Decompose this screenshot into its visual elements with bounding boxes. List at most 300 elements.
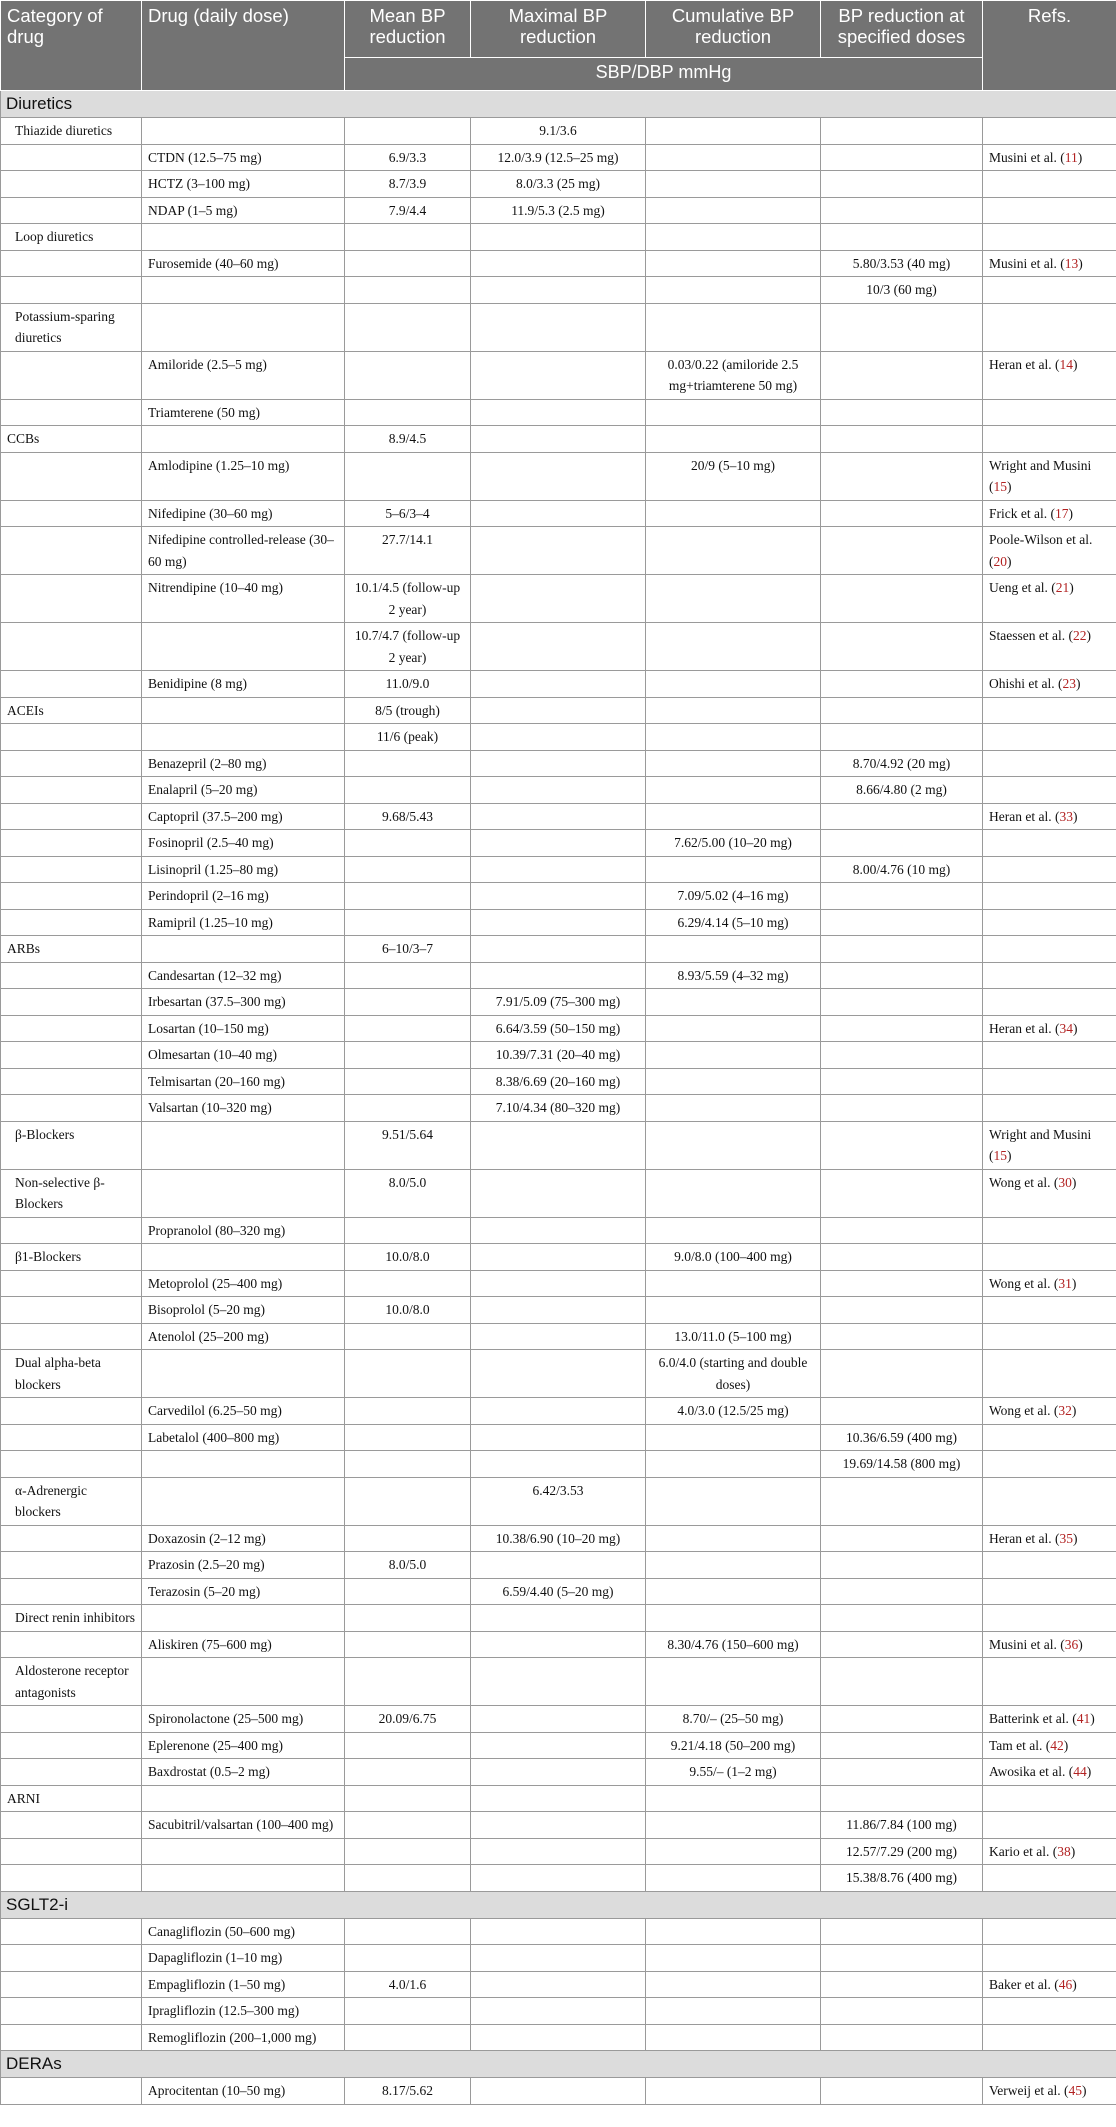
refs-cell [983, 1042, 1116, 1069]
refs-cell [983, 1838, 1116, 1865]
cumulative-cell [646, 1971, 821, 1998]
maximal-cell [471, 1297, 646, 1324]
category-cell [1, 1631, 142, 1658]
drug-cell: Dapagliflozin (1–10 mg) [142, 1945, 345, 1972]
mean-cell: 8/5 (trough) [345, 697, 471, 724]
cumulative-cell [646, 1095, 821, 1122]
specified-cell [821, 1270, 983, 1297]
ref-number-link[interactable]: 44 [1073, 1764, 1087, 1779]
cumulative-cell [646, 1552, 821, 1579]
refs-cell [983, 500, 1116, 527]
ref-number-link[interactable]: 38 [1057, 1843, 1071, 1859]
ref-number-link[interactable]: 13 [1064, 255, 1079, 271]
ref-text: Wong et al. ( [989, 1275, 1059, 1291]
category-cell [1, 575, 142, 623]
cumulative-cell [646, 277, 821, 304]
ref-number-link[interactable]: 20 [993, 553, 1007, 569]
mean-cell [345, 750, 471, 777]
category-cell [1, 856, 142, 883]
table-row [1, 1323, 1116, 1350]
cumulative-cell: 20/9 (5–10 mg) [646, 452, 821, 500]
drug-cell: Sacubitril/valsartan (100–400 mg) [142, 1812, 345, 1839]
refs-cell [983, 803, 1116, 830]
refs-cell [983, 1865, 1116, 1892]
cumulative-cell [646, 399, 821, 426]
specified-cell [821, 671, 983, 698]
cumulative-cell [646, 1217, 821, 1244]
mean-cell: 11.0/9.0 [345, 671, 471, 698]
category-cell [1, 250, 142, 277]
table-row [1, 1658, 1116, 1706]
ref-text: Wright and Musini ( [989, 1126, 1092, 1163]
category-cell [1, 144, 142, 171]
refs-cell [983, 1732, 1116, 1759]
specified-cell: 5.80/3.53 (40 mg) [821, 250, 983, 277]
ref-number-link[interactable]: 36 [1064, 1636, 1079, 1652]
drug-cell: Ipragliflozin (12.5–300 mg) [142, 1998, 345, 2025]
category-cell [1, 1297, 142, 1324]
category-cell [1, 1217, 142, 1244]
mean-cell [345, 1658, 471, 1706]
drug-cell: Nifedipine controlled-release (30–60 mg) [142, 527, 345, 575]
table-row [1, 697, 1116, 724]
header-drug: Drug (daily dose) [142, 1, 345, 91]
table-row [1, 144, 1116, 171]
maximal-cell [471, 1998, 646, 2025]
ref-close: ) [1071, 1174, 1077, 1190]
cumulative-cell [646, 1270, 821, 1297]
specified-cell [821, 144, 983, 171]
cumulative-cell [646, 1838, 821, 1865]
table-row [1, 527, 1116, 575]
mean-cell [345, 351, 471, 399]
refs-cell [983, 303, 1116, 351]
category-cell [1, 1706, 142, 1733]
mean-cell [345, 1838, 471, 1865]
table-row [1, 1785, 1116, 1812]
maximal-cell: 9.1/3.6 [471, 118, 646, 145]
category-cell [1, 777, 142, 804]
cumulative-cell [646, 426, 821, 453]
maximal-cell [471, 303, 646, 351]
ref-number-link[interactable]: 17 [1054, 505, 1069, 521]
category-cell [1, 962, 142, 989]
drug-cell: Atenolol (25–200 mg) [142, 1323, 345, 1350]
drug-cell: Propranolol (80–320 mg) [142, 1217, 345, 1244]
table-row [1, 1095, 1116, 1122]
table-row [1, 1552, 1116, 1579]
category-cell [1, 1759, 142, 1786]
maximal-cell [471, 671, 646, 698]
drug-cell [142, 303, 345, 351]
section-row [1, 91, 1116, 118]
ref-text: Poole-Wilson et al. ( [989, 532, 1093, 569]
maximal-cell [471, 500, 646, 527]
specified-cell [821, 697, 983, 724]
mean-cell: 10.7/4.7 (follow-up 2 year) [345, 623, 471, 671]
drug-cell: Bisoprolol (5–20 mg) [142, 1297, 345, 1324]
mean-cell [345, 1759, 471, 1786]
maximal-cell [471, 724, 646, 751]
ref-number-link[interactable]: 31 [1058, 1275, 1072, 1291]
drug-cell [142, 1121, 345, 1169]
mean-cell: 8.17/5.62 [345, 2078, 471, 2105]
ref-close: ) [1072, 1976, 1077, 1992]
maximal-cell: 8.0/3.3 (25 mg) [471, 171, 646, 198]
mean-cell [345, 1631, 471, 1658]
cumulative-cell: 8.70/– (25–50 mg) [646, 1706, 821, 1733]
category-cell [1, 883, 142, 910]
table-row [1, 575, 1116, 623]
cumulative-cell [646, 724, 821, 751]
ref-number-link[interactable]: 33 [1059, 808, 1073, 824]
ref-number-link[interactable]: 15 [993, 479, 1007, 494]
table-row [1, 303, 1116, 351]
category-cell: CCBs [1, 426, 142, 453]
maximal-cell: 11.9/5.3 (2.5 mg) [471, 197, 646, 224]
mean-cell [345, 989, 471, 1016]
mean-cell [345, 2024, 471, 2051]
drug-cell: Aprocitentan (10–50 mg) [142, 2078, 345, 2105]
category-cell [1, 351, 142, 399]
category-cell [1, 1451, 142, 1478]
table-row [1, 671, 1116, 698]
drug-cell: Captopril (37.5–200 mg) [142, 803, 345, 830]
ref-number-link[interactable]: 14 [1059, 356, 1073, 372]
maximal-cell [471, 1169, 646, 1217]
ref-number-link[interactable]: 42 [1050, 1737, 1064, 1753]
maximal-cell [471, 1631, 646, 1658]
specified-cell [821, 962, 983, 989]
drug-cell [142, 1169, 345, 1217]
drug-cell: Terazosin (5–20 mg) [142, 1578, 345, 1605]
mean-cell: 7.9/4.4 [345, 197, 471, 224]
maximal-cell [471, 1605, 646, 1632]
specified-cell [821, 351, 983, 399]
cumulative-cell [646, 803, 821, 830]
table-row [1, 1244, 1116, 1271]
refs-cell [983, 936, 1116, 963]
ref-close: ) [1086, 1764, 1092, 1779]
header-refs: Refs. [983, 1, 1116, 91]
table-row [1, 1865, 1116, 1892]
cumulative-cell [646, 1015, 821, 1042]
mean-cell [345, 1918, 471, 1945]
refs-cell [983, 118, 1116, 145]
refs-cell [983, 1706, 1116, 1733]
header-unit: SBP/DBP mmHg [345, 58, 983, 91]
table-row [1, 1398, 1116, 1425]
cumulative-cell [646, 750, 821, 777]
maximal-cell [471, 399, 646, 426]
cumulative-cell [646, 936, 821, 963]
refs-cell [983, 1631, 1116, 1658]
table-row [1, 1525, 1116, 1552]
ref-number-link[interactable]: 41 [1076, 1711, 1091, 1726]
maximal-cell: 12.0/3.9 (12.5–25 mg) [471, 144, 646, 171]
ref-text: Heran et al. ( [989, 1530, 1060, 1546]
ref-text: Wright and Musini ( [989, 457, 1092, 494]
category-cell: ACEIs [1, 697, 142, 724]
refs-cell [983, 777, 1116, 804]
ref-number-link[interactable]: 45 [1068, 2083, 1082, 2098]
ref-text: Frick et al. ( [989, 505, 1055, 521]
drug-cell [142, 1838, 345, 1865]
drug-cell: Remogliflozin (200–1,000 mg) [142, 2024, 345, 2051]
header-cumulative: Cumulative BP reduction [646, 1, 821, 58]
cumulative-cell: 4.0/3.0 (12.5/25 mg) [646, 1398, 821, 1425]
specified-cell [821, 1244, 983, 1271]
specified-cell [821, 803, 983, 830]
mean-cell [345, 1270, 471, 1297]
cumulative-cell [646, 1297, 821, 1324]
refs-cell [983, 1169, 1116, 1217]
category-cell: Potassium-sparing diuretics [1, 303, 142, 351]
mean-cell: 8.9/4.5 [345, 426, 471, 453]
specified-cell [821, 399, 983, 426]
mean-cell [345, 1525, 471, 1552]
table-row [1, 803, 1116, 830]
ref-text: Ueng et al. ( [989, 580, 1056, 595]
refs-cell [983, 1971, 1116, 1998]
table-row [1, 1121, 1116, 1169]
refs-cell [983, 197, 1116, 224]
ref-close: ) [1072, 356, 1078, 372]
category-cell: β1-Blockers [1, 1244, 142, 1271]
mean-cell [345, 250, 471, 277]
table-body [1, 91, 1116, 2105]
mean-cell: 6–10/3–7 [345, 936, 471, 963]
refs-cell [983, 1998, 1116, 2025]
ref-number-link[interactable]: 34 [1059, 1020, 1073, 1036]
specified-cell [821, 1945, 983, 1972]
cumulative-cell [646, 1121, 821, 1169]
specified-cell [821, 1297, 983, 1324]
mean-cell: 10.1/4.5 (follow-up 2 year) [345, 575, 471, 623]
refs-cell [983, 1525, 1116, 1552]
specified-cell [821, 883, 983, 910]
cumulative-cell [646, 1451, 821, 1478]
mean-cell [345, 1323, 471, 1350]
specified-cell [821, 1095, 983, 1122]
drug-cell [142, 1658, 345, 1706]
table-row [1, 1169, 1116, 1217]
ref-text: Musini et al. ( [989, 149, 1065, 165]
category-cell [1, 1398, 142, 1425]
drug-cell: CTDN (12.5–75 mg) [142, 144, 345, 171]
refs-cell [983, 277, 1116, 304]
ref-number-link[interactable]: 32 [1058, 1403, 1072, 1418]
mean-cell: 20.09/6.75 [345, 1706, 471, 1733]
mean-cell [345, 1998, 471, 2025]
drug-cell [142, 1477, 345, 1525]
header-mean: Mean BP reduction [345, 1, 471, 58]
drug-cell: Furosemide (40–60 mg) [142, 250, 345, 277]
specified-cell [821, 1732, 983, 1759]
specified-cell: 8.66/4.80 (2 mg) [821, 777, 983, 804]
specified-cell [821, 1998, 983, 2025]
maximal-cell [471, 527, 646, 575]
mean-cell [345, 1732, 471, 1759]
ref-text: Batterink et al. ( [989, 1711, 1077, 1726]
table-row [1, 1945, 1116, 1972]
table-row [1, 1424, 1116, 1451]
table-row [1, 171, 1116, 198]
mean-cell [345, 830, 471, 857]
ref-text: Heran et al. ( [989, 356, 1060, 372]
mean-cell: 10.0/8.0 [345, 1297, 471, 1324]
table-row [1, 1451, 1116, 1478]
maximal-cell [471, 1323, 646, 1350]
maximal-cell [471, 830, 646, 857]
ref-number-link[interactable]: 35 [1059, 1530, 1073, 1546]
cumulative-cell [646, 250, 821, 277]
table-header [1, 1, 1116, 91]
specified-cell: 10.36/6.59 (400 mg) [821, 1424, 983, 1451]
refs-cell [983, 1552, 1116, 1579]
mean-cell: 9.51/5.64 [345, 1121, 471, 1169]
refs-cell [983, 750, 1116, 777]
cumulative-cell [646, 1658, 821, 1706]
cumulative-cell [646, 697, 821, 724]
refs-cell [983, 452, 1116, 500]
maximal-cell [471, 1759, 646, 1786]
maximal-cell: 6.59/4.40 (5–20 mg) [471, 1578, 646, 1605]
ref-text: Heran et al. ( [989, 808, 1060, 824]
specified-cell: 11.86/7.84 (100 mg) [821, 1812, 983, 1839]
category-cell: Dual alpha-beta blockers [1, 1350, 142, 1398]
table-row [1, 1068, 1116, 1095]
ref-text: Staessen et al. ( [989, 628, 1073, 643]
refs-cell [983, 1918, 1116, 1945]
drug-cell: Ramipril (1.25–10 mg) [142, 909, 345, 936]
maximal-cell: 10.38/6.90 (10–20 mg) [471, 1525, 646, 1552]
category-cell: β-Blockers [1, 1121, 142, 1169]
refs-cell [983, 1451, 1116, 1478]
mean-cell [345, 1042, 471, 1069]
cumulative-cell [646, 527, 821, 575]
category-cell: α-Adrenergic blockers [1, 1477, 142, 1525]
specified-cell [821, 1121, 983, 1169]
cumulative-cell [646, 171, 821, 198]
category-cell [1, 2078, 142, 2105]
maximal-cell [471, 1838, 646, 1865]
ref-number-link[interactable]: 23 [1062, 676, 1076, 691]
drug-cell: Amlodipine (1.25–10 mg) [142, 452, 345, 500]
table-row [1, 500, 1116, 527]
drug-cell [142, 426, 345, 453]
maximal-cell [471, 1270, 646, 1297]
table-row [1, 197, 1116, 224]
mean-cell: 4.0/1.6 [345, 1971, 471, 1998]
refs-cell [983, 2078, 1116, 2105]
category-cell [1, 1865, 142, 1892]
table-row [1, 2078, 1116, 2105]
specified-cell [821, 1068, 983, 1095]
refs-cell [983, 1945, 1116, 1972]
table-row [1, 936, 1116, 963]
cumulative-cell [646, 1785, 821, 1812]
category-cell [1, 1998, 142, 2025]
category-cell [1, 1945, 142, 1972]
specified-cell [821, 830, 983, 857]
drug-cell: Lisinopril (1.25–80 mg) [142, 856, 345, 883]
maximal-cell [471, 1945, 646, 1972]
specified-cell [821, 2078, 983, 2105]
cumulative-cell [646, 118, 821, 145]
maximal-cell [471, 1658, 646, 1706]
table-row [1, 452, 1116, 500]
cumulative-cell [646, 1865, 821, 1892]
table-row [1, 1838, 1116, 1865]
refs-cell [983, 856, 1116, 883]
category-cell: Non-selective β-Blockers [1, 1169, 142, 1217]
drug-cell: Irbesartan (37.5–300 mg) [142, 989, 345, 1016]
maximal-cell [471, 803, 646, 830]
table-row [1, 250, 1116, 277]
specified-cell [821, 118, 983, 145]
maximal-cell [471, 1424, 646, 1451]
category-cell [1, 989, 142, 1016]
cumulative-cell [646, 1945, 821, 1972]
cumulative-cell [646, 1605, 821, 1632]
drug-cell [142, 224, 345, 251]
maximal-cell [471, 623, 646, 671]
category-cell [1, 1042, 142, 1069]
refs-cell [983, 1578, 1116, 1605]
refs-cell [983, 2024, 1116, 2051]
table-row [1, 1578, 1116, 1605]
refs-cell [983, 830, 1116, 857]
specified-cell [821, 1042, 983, 1069]
drug-cell: Prazosin (2.5–20 mg) [142, 1552, 345, 1579]
ref-number-link[interactable]: 46 [1058, 1976, 1073, 1992]
category-cell: Loop diuretics [1, 224, 142, 251]
cumulative-cell [646, 575, 821, 623]
refs-cell [983, 623, 1116, 671]
ref-number-link[interactable]: 22 [1072, 628, 1087, 643]
refs-cell [983, 1812, 1116, 1839]
cumulative-cell [646, 1812, 821, 1839]
ref-close: ) [1081, 2083, 1087, 2098]
ref-number-link[interactable]: 15 [993, 1148, 1007, 1163]
refs-cell [983, 697, 1116, 724]
category-cell [1, 2024, 142, 2051]
section-label: DERAs [1, 2051, 1116, 2078]
mean-cell: 8.0/5.0 [345, 1169, 471, 1217]
specified-cell [821, 1169, 983, 1217]
refs-cell [983, 1323, 1116, 1350]
table-row [1, 1631, 1116, 1658]
category-cell [1, 830, 142, 857]
ref-number-link[interactable]: 11 [1064, 149, 1078, 165]
specified-cell: 8.00/4.76 (10 mg) [821, 856, 983, 883]
ref-number-link[interactable]: 30 [1058, 1174, 1072, 1190]
table-row [1, 777, 1116, 804]
specified-cell: 12.57/7.29 (200 mg) [821, 1838, 983, 1865]
drug-cell [142, 118, 345, 145]
ref-number-link[interactable]: 21 [1055, 580, 1070, 595]
drug-cell [142, 277, 345, 304]
drug-cell [142, 1350, 345, 1398]
specified-cell [821, 1658, 983, 1706]
table-row [1, 1732, 1116, 1759]
table-row [1, 1297, 1116, 1324]
table-row [1, 118, 1116, 145]
maximal-cell [471, 452, 646, 500]
drug-cell: Eplerenone (25–400 mg) [142, 1732, 345, 1759]
specified-cell [821, 1605, 983, 1632]
